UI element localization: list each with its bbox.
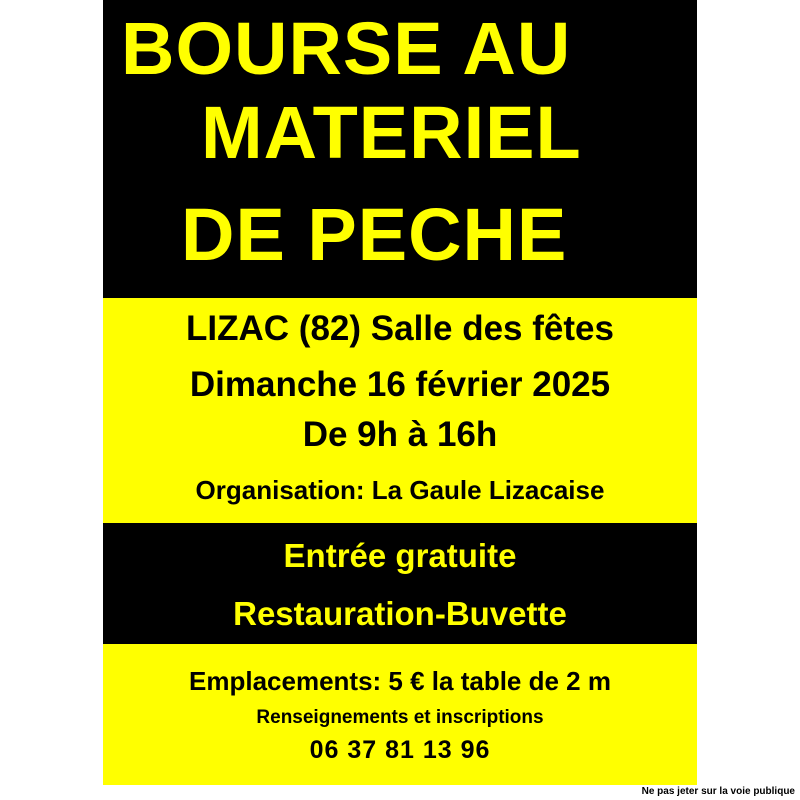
phone-number: 06 37 81 13 96 <box>309 736 491 764</box>
title-line-1: BOURSE AU <box>121 7 572 90</box>
organisation-text: Organisation: La Gaule Lizacaise <box>195 475 605 505</box>
title-line-2: MATERIEL <box>201 91 582 174</box>
entry-text: Entrée gratuite <box>283 537 517 574</box>
title-band <box>103 0 697 298</box>
venue-text: LIZAC (82) Salle des fêtes <box>186 309 614 348</box>
date-text: Dimanche 16 février 2025 <box>189 365 611 404</box>
event-poster <box>103 0 697 800</box>
title-line-3: DE PECHE <box>181 193 568 276</box>
food-text: Restauration-Buvette <box>233 595 567 632</box>
footer-note: Ne pas jeter sur la voie publique <box>641 786 795 797</box>
hours-text: De 9h à 16h <box>302 415 498 454</box>
spots-text: Emplacements: 5 € la table de 2 m <box>189 666 611 696</box>
info-text: Renseignements et inscriptions <box>256 707 544 728</box>
